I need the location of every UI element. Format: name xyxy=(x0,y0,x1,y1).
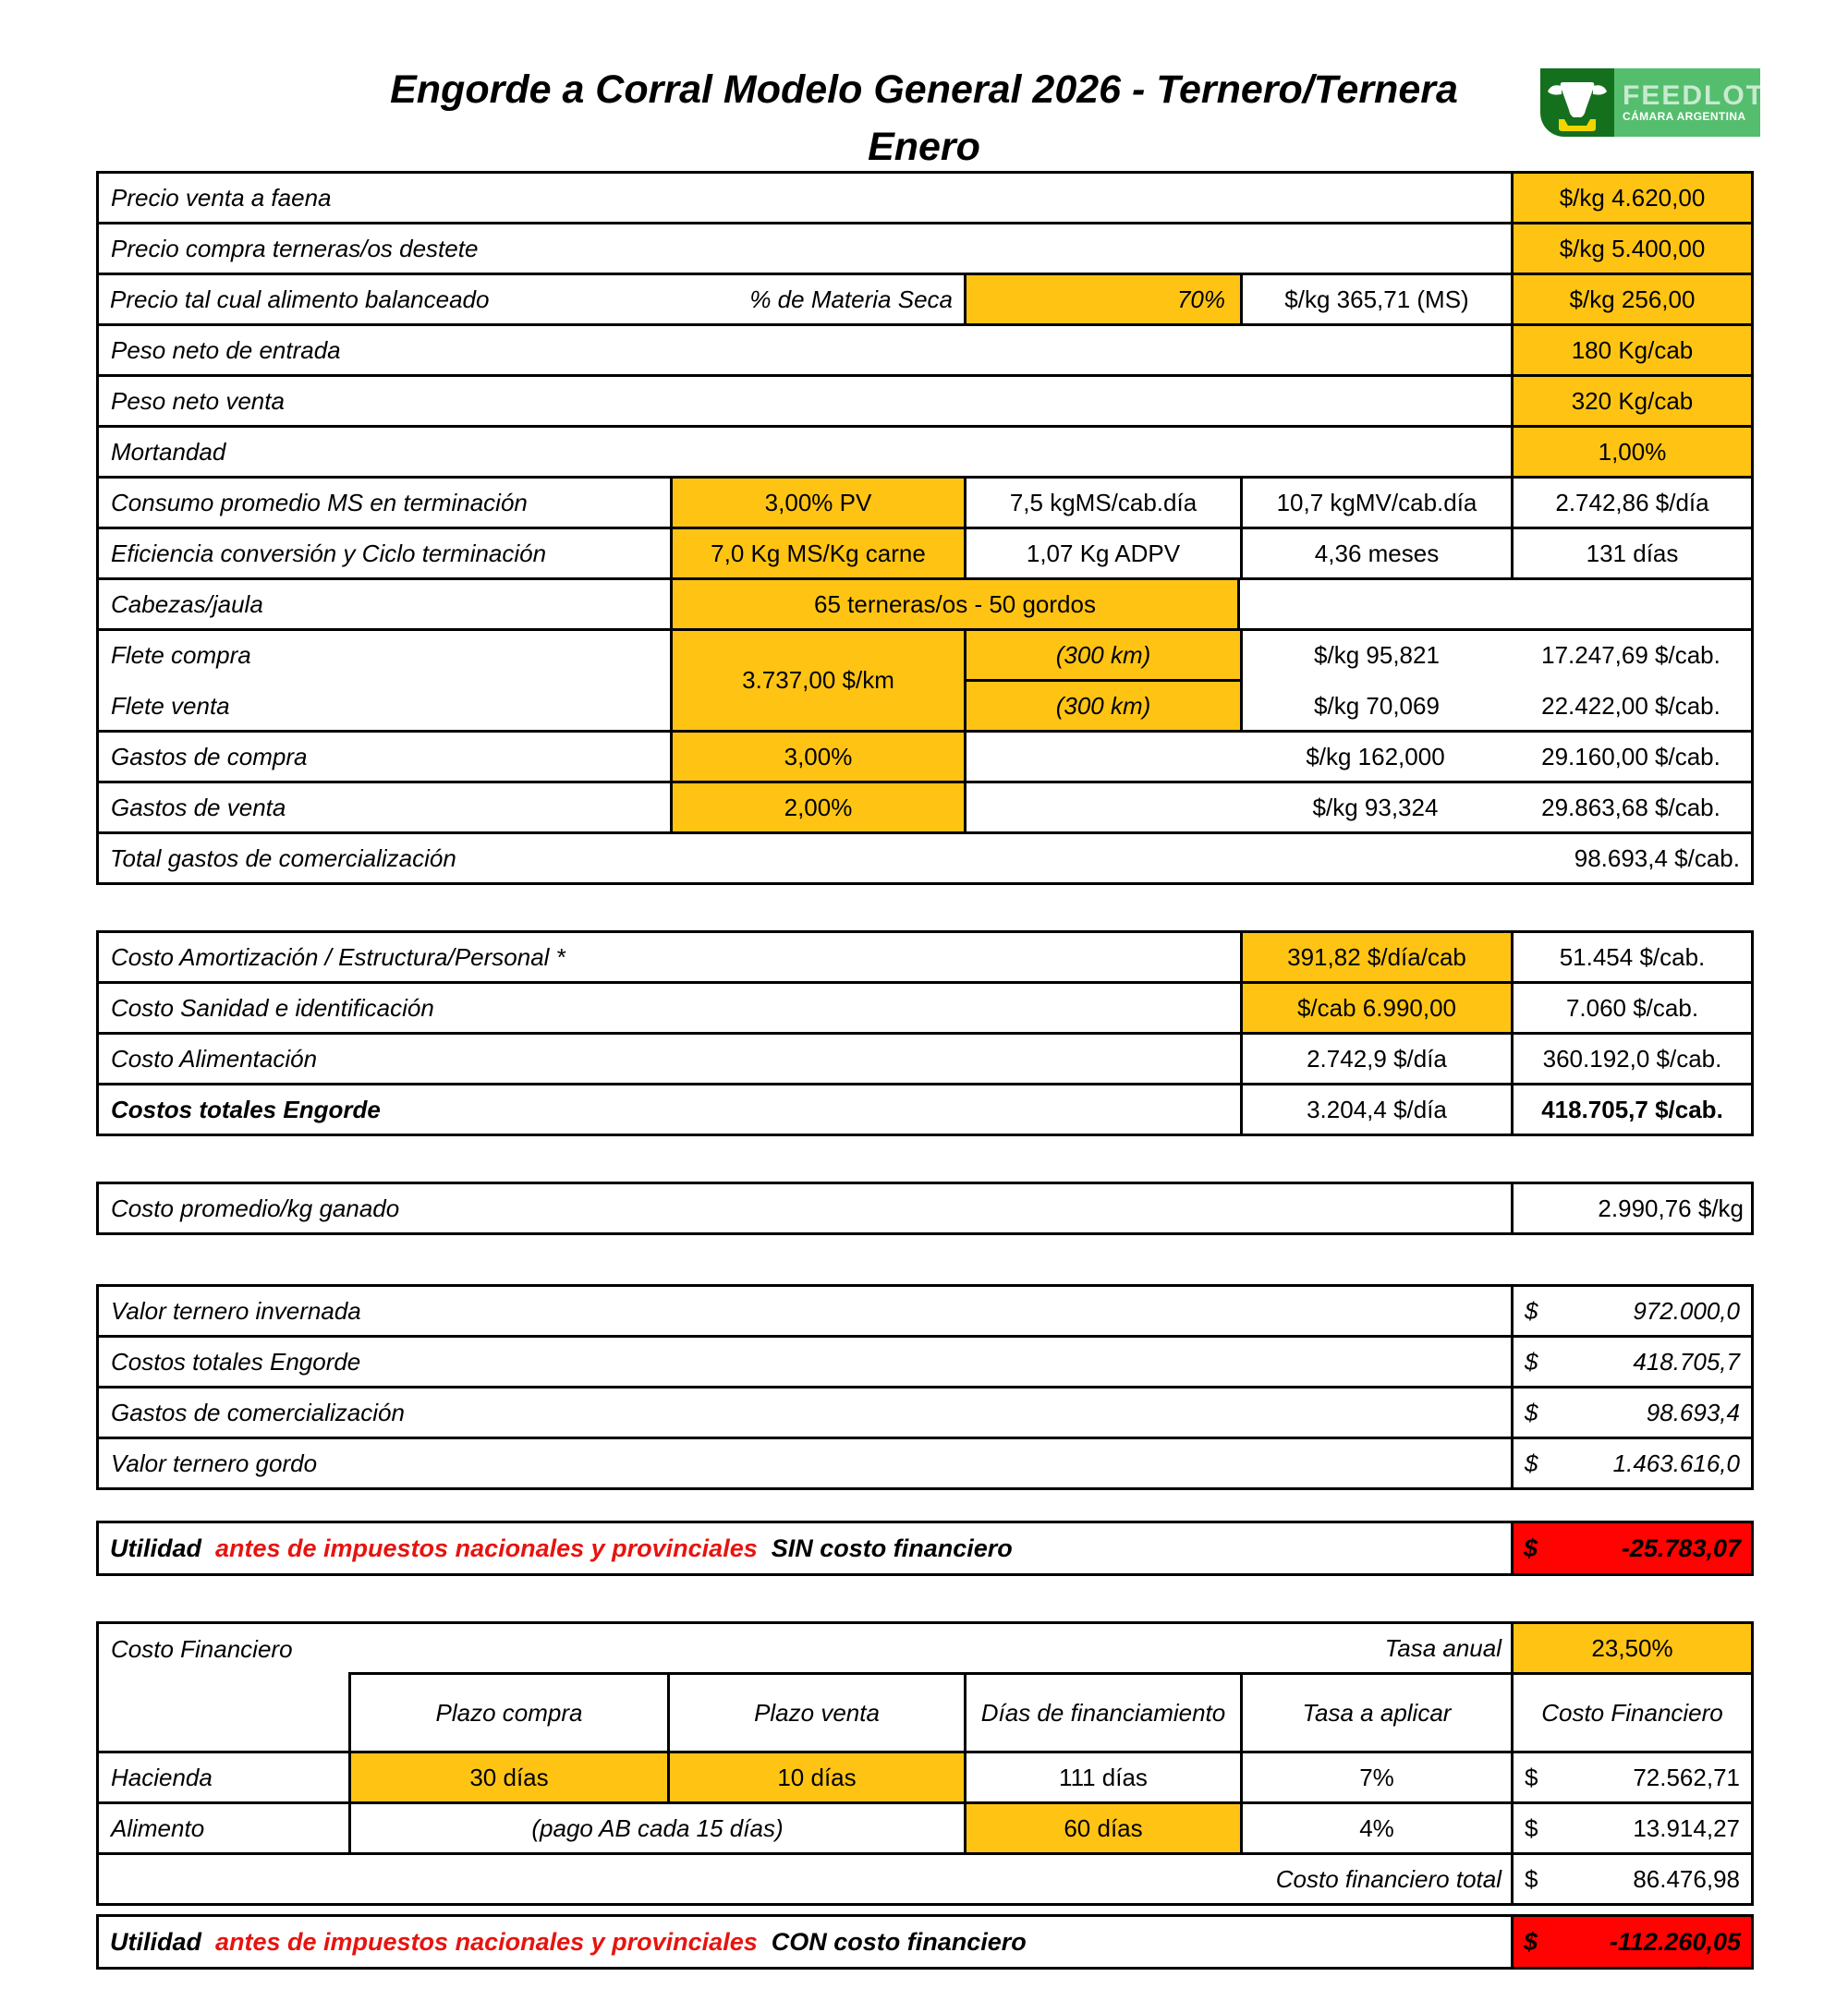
peso-venta-label: Peso neto venta xyxy=(111,386,285,415)
precio-alimento-label-cell xyxy=(99,275,964,323)
row-gastos-compra xyxy=(99,730,1751,781)
row-costo-alimentacion xyxy=(99,1032,1751,1083)
row-hacienda xyxy=(99,1751,1751,1801)
row-peso-entrada xyxy=(99,323,1751,374)
header-dias-financiamiento: Días de financiamiento xyxy=(964,1675,1240,1751)
hacienda-plazo-venta[interactable]: 10 días xyxy=(667,1753,964,1801)
costo-sanidad-valor[interactable]: $/cab 6.990,00 xyxy=(1240,984,1511,1032)
alimento-currency: $ xyxy=(1525,1813,1538,1842)
precio-alimento-value[interactable]: $/kg 256,00 xyxy=(1511,275,1751,323)
costo-alimentacion-cab: 360.192,0 $/cab. xyxy=(1511,1035,1751,1083)
flete-km-column xyxy=(964,631,1240,730)
page-title-line2: Enero xyxy=(868,125,980,169)
flete-values xyxy=(1240,631,1751,730)
flete-tarifa-km[interactable]: 3.737,00 $/km xyxy=(670,631,964,730)
table-costo-promedio xyxy=(96,1182,1754,1235)
alimento-costo-cell xyxy=(1511,1804,1751,1852)
precio-alimento-label: Precio tal cual alimento balanceado xyxy=(110,285,490,313)
valor-invernada-currency: $ xyxy=(1525,1296,1538,1325)
precio-alimento-ms: $/kg 365,71 (MS) xyxy=(1240,275,1511,323)
costos-totales-cab: 418.705,7 $/cab. xyxy=(1511,1085,1751,1134)
valor-gordo-currency: $ xyxy=(1525,1449,1538,1477)
precio-venta-faena-label: Precio venta a faena xyxy=(111,183,332,212)
cabezas-empty-cell xyxy=(1240,580,1751,628)
materia-seca-pct[interactable]: 70% xyxy=(964,275,1240,323)
flete-compra-cab: 17.247,69 $/cab. xyxy=(1541,640,1720,669)
alimento-tasa: 4% xyxy=(1240,1804,1511,1852)
hacienda-costo: 72.562,71 xyxy=(1633,1763,1740,1791)
tasa-anual-value[interactable]: 23,50% xyxy=(1511,1624,1751,1672)
eficiencia-meses: 4,36 meses xyxy=(1240,529,1511,577)
row-precio-venta-faena xyxy=(99,174,1751,222)
table-costo-financiero xyxy=(96,1621,1754,1906)
consumo-kgms: 7,5 kgMS/cab.día xyxy=(964,479,1240,527)
row-consumo-promedio xyxy=(99,476,1751,527)
utilidad-sin-value: -25.783,07 xyxy=(1621,1534,1741,1562)
costo-financiero-total-value: 86.476,98 xyxy=(1633,1864,1740,1893)
cabezas-value[interactable]: 65 terneras/os - 50 gordos xyxy=(670,580,1240,628)
total-gastos-label: Total gastos de comercialización xyxy=(110,843,456,872)
utilidad-sin-label xyxy=(99,1523,1511,1573)
utilidad-sin-prefix: Utilidad xyxy=(110,1534,201,1562)
eficiencia-kgms-kgcarne[interactable]: 7,0 Kg MS/Kg carne xyxy=(670,529,964,577)
peso-venta-value[interactable]: 320 Kg/cab xyxy=(1511,377,1751,425)
fin-top-block xyxy=(99,1624,1751,1751)
table-costos xyxy=(96,930,1754,1136)
flete-venta-label: Flete venta xyxy=(111,691,230,720)
flete-venta-kg: $/kg 70,069 xyxy=(1314,691,1440,720)
costo-sanidad-cab: 7.060 $/cab. xyxy=(1511,984,1751,1032)
header-plazo-venta: Plazo venta xyxy=(667,1675,964,1751)
costos-totales2-cell xyxy=(1511,1338,1751,1386)
costos-totales2-currency: $ xyxy=(1525,1347,1538,1376)
cabezas-label: Cabezas/jaula xyxy=(111,589,263,618)
consumo-kgmv: 10,7 kgMV/cab.día xyxy=(1240,479,1511,527)
utilidad-con-value: -112.260,05 xyxy=(1609,1927,1741,1956)
gastos-compra-kg: $/kg 162,000 xyxy=(1306,742,1445,770)
utilidad-con-bar xyxy=(96,1914,1754,1970)
hacienda-dias: 111 días xyxy=(964,1753,1240,1801)
row-costo-sanidad xyxy=(99,981,1751,1032)
gastos-compra-values xyxy=(964,733,1751,781)
logo-wordmark xyxy=(1614,68,1765,137)
flete-venta-values xyxy=(1243,682,1751,730)
valor-invernada-label: Valor ternero invernada xyxy=(111,1296,361,1325)
valor-gordo-cell xyxy=(1511,1439,1751,1487)
row-eficiencia-conversion xyxy=(99,527,1751,577)
costo-financiero-total-cell xyxy=(1511,1855,1751,1903)
flete-compra-kg: $/kg 95,821 xyxy=(1314,640,1440,669)
header-plazo-compra: Plazo compra xyxy=(348,1675,667,1751)
total-gastos-value: 98.693,4 $/cab. xyxy=(1574,843,1740,872)
costos-totales2-value: 418.705,7 xyxy=(1633,1347,1740,1376)
cow-icon xyxy=(1540,68,1614,137)
flete-compra-label: Flete compra xyxy=(111,640,251,669)
costo-financiero-title: Costo Financiero xyxy=(111,1635,293,1663)
eficiencia-label: Eficiencia conversión y Ciclo terminación xyxy=(111,539,547,567)
row-mortandad xyxy=(99,425,1751,476)
eficiencia-dias: 131 días xyxy=(1511,529,1751,577)
precio-venta-faena-value[interactable]: $/kg 4.620,00 xyxy=(1511,174,1751,222)
row-costos-totales-engorde xyxy=(99,1083,1751,1134)
row-gastos-venta xyxy=(99,781,1751,831)
row-alimento xyxy=(99,1801,1751,1852)
gastos-venta-pct[interactable]: 2,00% xyxy=(670,783,964,831)
table-parametros xyxy=(96,171,1754,885)
precio-compra-destete-label: Precio compra terneras/os destete xyxy=(111,234,479,262)
flete-compra-km[interactable]: (300 km) xyxy=(967,631,1240,679)
gastos-compra-spacer xyxy=(967,733,1240,781)
gastos-comerc-value: 98.693,4 xyxy=(1646,1398,1740,1426)
hacienda-label: Hacienda xyxy=(111,1763,213,1791)
total-gastos-cell xyxy=(99,834,1751,882)
utilidad-con-currency: $ xyxy=(1524,1927,1538,1956)
valor-gordo-label: Valor ternero gordo xyxy=(111,1449,318,1477)
hacienda-plazo-compra[interactable]: 30 días xyxy=(348,1753,667,1801)
gastos-compra-cab: 29.160,00 $/cab. xyxy=(1541,742,1720,770)
alimento-dias[interactable]: 60 días xyxy=(964,1804,1240,1852)
utilidad-sin-highlight: antes de impuestos nacionales y provinciales xyxy=(215,1534,758,1562)
peso-entrada-label: Peso neto de entrada xyxy=(111,335,341,364)
utilidad-sin-suffix: SIN costo financiero xyxy=(771,1534,1013,1562)
costos-totales-dia: 3.204,4 $/día xyxy=(1240,1085,1511,1134)
costos-totales2-label: Costos totales Engorde xyxy=(111,1347,361,1376)
row-flete xyxy=(99,628,1751,730)
hacienda-tasa: 7% xyxy=(1240,1753,1511,1801)
utilidad-con-suffix: CON costo financiero xyxy=(771,1927,1027,1956)
flete-venta-cab: 22.422,00 $/cab. xyxy=(1541,691,1720,720)
row-costo-financiero-total xyxy=(99,1852,1751,1903)
fin-header-row xyxy=(348,1675,1751,1751)
costo-amortizacion-cab: 51.454 $/cab. xyxy=(1511,933,1751,981)
gastos-venta-cab: 29.863,68 $/cab. xyxy=(1541,793,1720,821)
costo-financiero-total-currency: $ xyxy=(1525,1864,1538,1893)
utilidad-sin-value-cell xyxy=(1511,1523,1751,1573)
gastos-comerc-currency: $ xyxy=(1525,1398,1538,1426)
utilidad-sin-bar xyxy=(96,1521,1754,1576)
materia-seca-label: % de Materia Seca xyxy=(749,285,953,313)
costo-alimentacion-label: Costo Alimentación xyxy=(111,1044,318,1073)
valor-invernada-value: 972.000,0 xyxy=(1633,1296,1740,1325)
alimento-pago: (pago AB cada 15 días) xyxy=(348,1804,964,1852)
costo-sanidad-label: Costo Sanidad e identificación xyxy=(111,993,434,1022)
alimento-label: Alimento xyxy=(111,1813,205,1842)
cow-head-icon xyxy=(1540,68,1614,137)
costo-promedio-label: Costo promedio/kg ganado xyxy=(111,1194,400,1222)
utilidad-con-value-cell xyxy=(1511,1917,1751,1967)
utilidad-con-highlight: antes de impuestos nacionales y provinciales xyxy=(215,1927,758,1956)
feedlot-logo xyxy=(1540,68,1765,137)
tasa-anual-label: Tasa anual xyxy=(1384,1633,1502,1662)
costo-financiero-total-label: Costo financiero total xyxy=(1275,1864,1502,1893)
gastos-comerc-cell xyxy=(1511,1388,1751,1437)
consumo-label: Consumo promedio MS en terminación xyxy=(111,488,528,516)
row-precio-compra-destete xyxy=(99,222,1751,273)
gastos-venta-label: Gastos de venta xyxy=(111,793,286,821)
consumo-pct-pv[interactable]: 3,00% PV xyxy=(670,479,964,527)
gastos-venta-values xyxy=(964,783,1751,831)
costos-totales-label: Costos totales Engorde xyxy=(111,1095,381,1123)
header-tasa-aplicar: Tasa a aplicar xyxy=(1240,1675,1511,1751)
hacienda-costo-cell xyxy=(1511,1753,1751,1801)
page-title-line1: Engorde a Corral Modelo General 2026 - Ternero/Ternera xyxy=(390,67,1458,112)
flete-venta-km[interactable]: (300 km) xyxy=(967,682,1240,730)
hacienda-currency: $ xyxy=(1525,1763,1538,1791)
fin-tasa-anual-row xyxy=(348,1624,1751,1672)
costo-promedio-value: 2.990,76 $/kg xyxy=(1511,1184,1751,1232)
row-costo-promedio xyxy=(99,1184,1751,1232)
eficiencia-adpv: 1,07 Kg ADPV xyxy=(964,529,1240,577)
peso-entrada-value[interactable]: 180 Kg/cab xyxy=(1511,326,1751,374)
utilidad-con-prefix: Utilidad xyxy=(110,1927,201,1956)
logo-subname: CÁMARA ARGENTINA xyxy=(1623,110,1746,123)
gastos-comerc-label: Gastos de comercialización xyxy=(111,1398,405,1426)
flete-compra-values xyxy=(1243,631,1751,679)
gastos-venta-kg: $/kg 93,324 xyxy=(1312,793,1439,821)
row-gastos-comercializacion xyxy=(99,1386,1751,1437)
gastos-compra-label: Gastos de compra xyxy=(111,742,308,770)
mortandad-value[interactable]: 1,00% xyxy=(1511,428,1751,476)
mortandad-label: Mortandad xyxy=(111,437,226,466)
row-valor-ternero-invernada xyxy=(99,1287,1751,1335)
alimento-costo: 13.914,27 xyxy=(1633,1813,1740,1842)
costo-alimentacion-dia: 2.742,9 $/día xyxy=(1240,1035,1511,1083)
valor-invernada-cell xyxy=(1511,1287,1751,1335)
fin-top-right xyxy=(348,1624,1751,1751)
utilidad-con-label xyxy=(99,1917,1511,1967)
row-peso-venta xyxy=(99,374,1751,425)
row-costo-amortizacion xyxy=(99,933,1751,981)
table-valores xyxy=(96,1284,1754,1490)
row-valor-ternero-gordo xyxy=(99,1437,1751,1487)
valor-gordo-value: 1.463.616,0 xyxy=(1612,1449,1740,1477)
costo-amortizacion-label: Costo Amortización / Estructura/Personal * xyxy=(111,942,565,971)
row-cabezas-jaula xyxy=(99,577,1751,628)
logo-name: FEEDLOT xyxy=(1623,80,1765,111)
flete-labels xyxy=(99,631,670,730)
gastos-venta-spacer xyxy=(967,783,1240,831)
gastos-compra-pct[interactable]: 3,00% xyxy=(670,733,964,781)
header-costo-financiero: Costo Financiero xyxy=(1511,1675,1751,1751)
row-costos-totales-engorde-2 xyxy=(99,1335,1751,1386)
utilidad-sin-currency: $ xyxy=(1524,1534,1538,1562)
precio-compra-destete-value[interactable]: $/kg 5.400,00 xyxy=(1511,224,1751,273)
row-precio-alimento-balanceado xyxy=(99,273,1751,323)
row-total-gastos-comercializacion xyxy=(99,831,1751,882)
costo-amortizacion-dia[interactable]: 391,82 $/día/cab xyxy=(1240,933,1511,981)
consumo-costo-dia: 2.742,86 $/día xyxy=(1511,479,1751,527)
